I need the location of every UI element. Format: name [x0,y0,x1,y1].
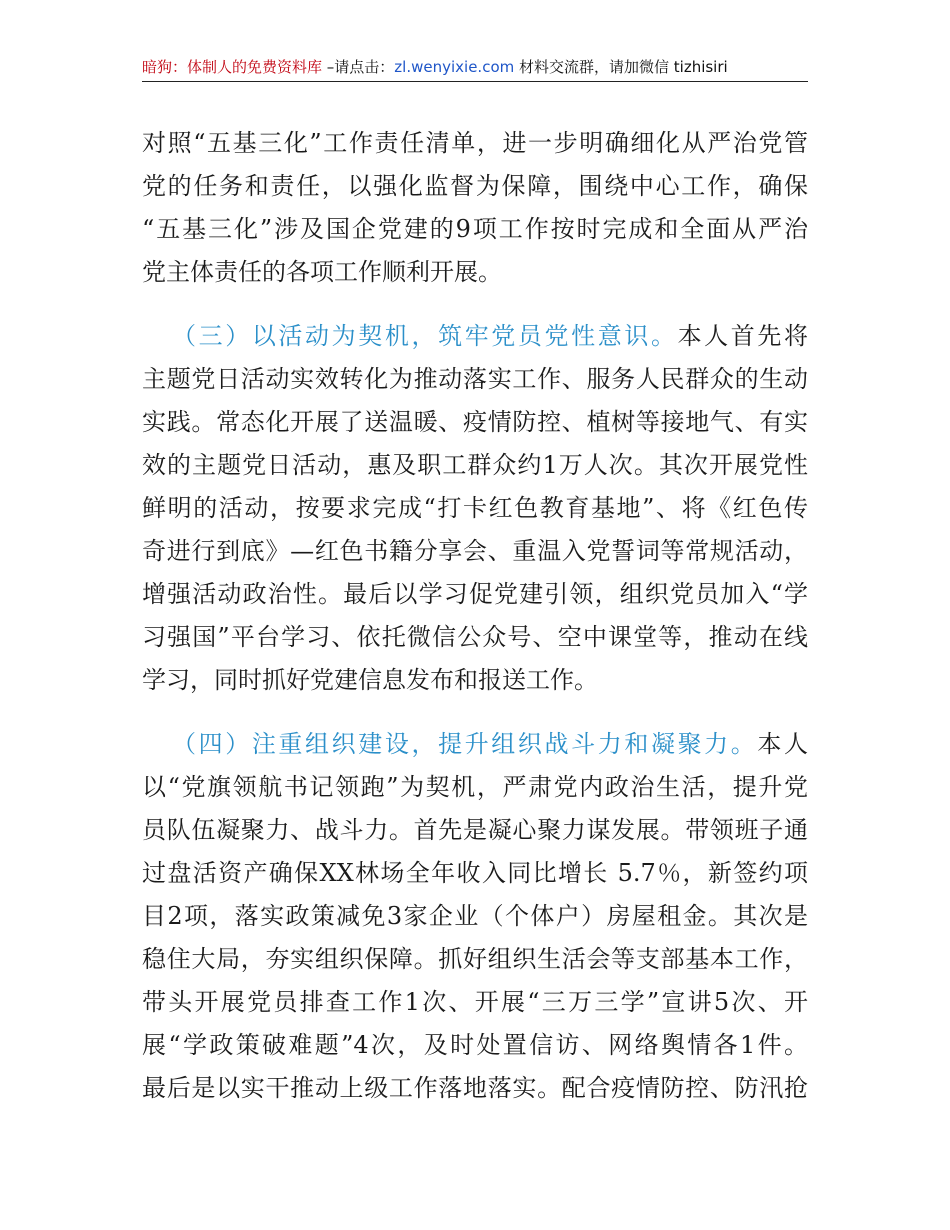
para2-line: 习强国”平台学习、依托微信公众号、空中课堂等，推动在线 [142,623,808,651]
para1-line: 对照“五基三化”工作责任清单，进一步明确细化从严治党管 [142,129,808,157]
para3-first-rest: 本人 [757,730,808,758]
para2-line: 实践。常态化开展了送温暖、疫情防控、植树等接地气、有实 [142,408,808,436]
header-divider [142,81,808,82]
para3-line: 最后是以实干推动上级工作落地落实。配合疫情防控、防汛抢 [142,1074,808,1102]
para3-line: 以“党旗领航书记领跑”为契机，严肃党内政治生活，提升党 [142,773,808,801]
header-website-link[interactable]: zl.wenyixie.com [394,58,515,76]
para2-line: 效的主题党日活动，惠及职工群众约1万人次。其次开展党性 [142,451,808,479]
para3-line: 员队伍凝聚力、战斗力。首先是凝心聚力谋发展。带领班子通 [142,816,808,844]
para2-line: 鲜明的活动，按要求完成“打卡红色教育基地”、将《红色传 [142,494,808,522]
para3-line: 稳住大局，夯实组织保障。抓好组织生活会等支部基本工作， [142,945,808,973]
para2-first-line [172,319,808,353]
para3-line: 带头开展党员排查工作1次、开展“三万三学”宣讲5次、开 [142,988,808,1016]
para3-heading: （四）注重组织建设，提升组织战斗力和凝聚力。 [172,730,758,758]
para2-heading: （三）以活动为契机，筑牢党员党性意识。 [172,322,678,350]
para3-line: 过盘活资产确保XX林场全年收入同比增长 5.7％，新签约项 [142,859,808,887]
para2-line: 主题党日活动实效转化为推动落实工作、服务人民群众的生动 [142,365,808,393]
para1-line: “五基三化”涉及国企党建的9项工作按时完成和全面从严治 [142,215,808,243]
para3-line: 目2项，落实政策减免3家企业（个体户）房屋租金。其次是 [142,902,808,930]
para3-line: 展“学政策破难题”4次，及时处置信访、网络舆情各1件。 [142,1031,808,1059]
para2-line: 学习，同时抓好党建信息发布和报送工作。 [142,666,598,694]
header-wechat-note: 材料交流群，请加微信 tizhisiri [514,58,728,76]
para2-line: 奇进行到底》—红色书籍分享会、重温入党誓词等常规活动， [142,537,808,565]
para2-line: 增强活动政治性。最后以学习促党建引领，组织党员加入“学 [142,580,808,608]
para1-line: 党主体责任的各项工作顺利开展。 [142,258,502,286]
para2-first-rest: 本人首先将 [677,322,809,350]
header-site-name: 暗狗：体制人的免费资料库 [142,58,323,76]
para1-line: 党的任务和责任，以强化监督为保障，围绕中心工作，确保 [142,172,808,200]
header-click-prompt: –请点击： [322,58,395,76]
para3-first-line [172,727,808,761]
page-header-banner [142,56,808,82]
